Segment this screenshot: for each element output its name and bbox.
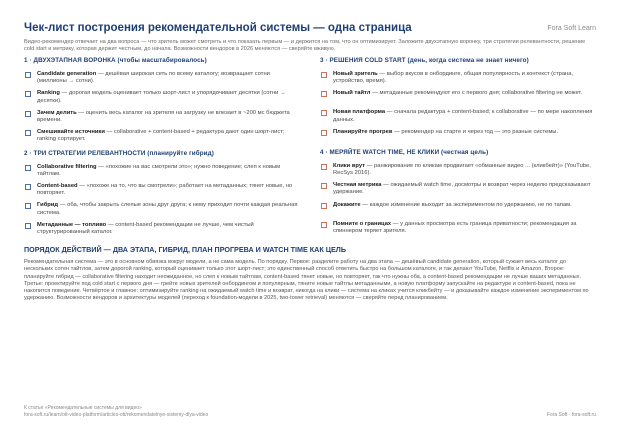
section-list-watch-time: [320, 163, 596, 235]
checklist-item[interactable]: [24, 164, 300, 178]
checkbox-icon[interactable]: [321, 72, 327, 78]
item-desc: — ранжирование по кликам продвигает «обманные видео ... (кликбейт)» (YouTube, RecSys 2016).: [333, 162, 591, 177]
item-term: Гибрид: [37, 202, 59, 209]
order-heading: ПОРЯДОК ДЕЙСТВИЙ — ДВА ЭТАПА, ГИБРИД, ПЛАН ПРОГРЕВА И WATCH TIME КАК ЦЕЛЬ: [24, 245, 347, 254]
item-term: Collaborative filtering: [37, 163, 97, 170]
checkbox-icon[interactable]: [25, 91, 31, 97]
checklist-item[interactable]: [24, 202, 300, 216]
item-desc: — рекомендер на старте и через год — это разные системы.: [392, 128, 559, 135]
checkbox-icon[interactable]: [25, 184, 31, 190]
order-paragraph: Рекомендательная система — это в основном обвязка вокруг модели, а не сама модель. По порядку. Первое: разделите работу на два этапа — дешёвый candidate generation, который сужает весь каталог до нескольких сотен тайтлов, затем дорогой ranking, который оценивает только этот шорт‑лист; это единственный способ ответить быстро на большом каталоге, и так делают YouTube, Netflix и Amazon. Второе: планируйте гибрид — collaborative filtering находит неожиданное, но слеп к новым тайтлам, content‑based тянет новые, но повторяет, так что нужны оба, а content‑based рекомендации не лучше ваших метаданных. Третье: проектируйте под cold start с первого дня — грейте новых зрителей онбордингом и популярным, тяните новые тайтлы метаданными, а новую платформу запускайте на редактуре и content‑based, пока не накопится поведение. Четвёртое и главное: оптимизируйте ranking на ожидаемый watch time и возврат, никогда на клики — система на кликах учится кликбейту — и доказывайте каждое изменение экспериментом по удержанию. Возможности вендоров и архитектуры моделей (переход к foundation‑модели в 2025, two‑tower retrieval) меняются — сверяйте перед планированием.: [24, 259, 589, 302]
section-list-cold-start: [320, 71, 596, 143]
checkbox-icon[interactable]: [321, 222, 327, 228]
section-heading-funnel: 1 · ДВУХЭТАПНАЯ ВОРОНКА (чтобы масштабировалось): [24, 57, 207, 64]
checklist-item[interactable]: [320, 129, 596, 143]
checklist-item[interactable]: [320, 90, 596, 104]
item-term: Новая платформа: [333, 109, 386, 116]
checklist-item[interactable]: [24, 90, 300, 104]
checklist-item[interactable]: [320, 221, 596, 235]
item-desc: — метаданные рекомендуют его с первого дня; collaborative filtering не может.: [370, 90, 583, 97]
page-header: [24, 22, 596, 36]
item-desc: — collaborative + content‑based + редактура дают один шорт‑лист; ranking сортирует.: [37, 129, 285, 143]
checklist-item[interactable]: [24, 222, 300, 236]
checkbox-icon[interactable]: [25, 165, 31, 171]
checklist-item[interactable]: [320, 163, 596, 177]
footer-article-label: К статье «Рекомендательные системы для видео»: [24, 405, 142, 411]
item-term: Ranking: [37, 90, 60, 97]
footer-source: [24, 405, 208, 419]
item-term: Смешивайте источники: [37, 129, 105, 136]
checkbox-icon[interactable]: [25, 111, 31, 117]
checklist-item[interactable]: [24, 129, 300, 143]
section-list-strategies: [24, 164, 300, 237]
item-term: Candidate generation: [37, 71, 97, 77]
item-desc: — дешёвая широкая сеть по всему каталогу; возвращает сотни (миллионы → сотни).: [37, 71, 270, 85]
item-term: Докажите: [333, 201, 361, 208]
item-desc: — выбор вкусов в онбординге, общая популярность и контекст (страна, устройство, время).: [333, 71, 574, 85]
item-desc: — content‑based рекомендации не лучше, чем чистый структурированный каталог.: [37, 221, 254, 236]
item-desc: — ожидаемый watch time, досмотры и возврат через неделю предсказывают удержание.: [333, 182, 591, 196]
checkbox-icon[interactable]: [321, 164, 327, 170]
item-desc: — оба, чтобы закрыть слепые зоны друг друга; к нему приходит почти каждая реальная система.: [37, 202, 298, 216]
page-title: Чек‑лист построения рекомендательной системы — одна страница: [24, 22, 412, 34]
checkbox-icon[interactable]: [321, 183, 327, 189]
section-heading-cold-start: 3 · РЕШЕНИЯ COLD START (день, когда система не знает ничего): [320, 57, 529, 64]
checkbox-icon[interactable]: [25, 130, 31, 136]
item-term: Честная метрика: [333, 182, 382, 189]
item-term: Метаданные — топливо: [37, 221, 107, 228]
item-desc: — оценить весь каталог на зрителя на загрузку не влезает в ~200 мс бюджета времени.: [37, 109, 290, 124]
item-term: Клики врут: [333, 162, 366, 169]
left-column: [24, 56, 300, 241]
item-desc: — у данных просмотра есть граница приватности; рекомендация за спиннером теряет зрителя.: [333, 220, 577, 234]
item-term: Зачем делить: [37, 109, 77, 116]
item-desc: — «похоже на то, что вы смотрели»; работает на метаданных; тянет новые, но повторяет.: [37, 183, 293, 197]
item-term: Content‑based: [37, 183, 78, 190]
checklist-item[interactable]: [320, 109, 596, 123]
item-term: Помните о границах: [333, 220, 392, 227]
footer-brand: Fora Soft · fora-soft.ru: [546, 412, 596, 418]
checklist-item[interactable]: [320, 182, 596, 196]
section-list-funnel: [24, 71, 300, 144]
checkbox-icon[interactable]: [321, 203, 327, 209]
item-term: Новый тайтл: [333, 90, 371, 97]
checkbox-icon[interactable]: [25, 72, 31, 78]
item-term: Планируйте прогрев: [333, 128, 393, 135]
checkbox-icon[interactable]: [321, 110, 327, 116]
checklist-item[interactable]: [24, 183, 300, 197]
checkbox-icon[interactable]: [321, 130, 327, 136]
section-heading-strategies: 2 · ТРИ СТРАТЕГИИ РЕЛЕВАНТНОСТИ (планируйте гибрид): [24, 149, 214, 157]
brand-label: Fora Soft Learn: [547, 25, 596, 32]
checklist-item[interactable]: [320, 202, 596, 216]
intro-paragraph: Видео‑рекомендер отвечает на два вопроса — что зритель может смотреть и что показать первым — и держится на том, что он оптимизирует. Заложите двухэтапную воронку, три стратегии релевантности, решение cold start и метрику, которая держит честным, до начала. Возможности вендоров в 2026 меняются — сверяйте вживую.: [24, 39, 586, 53]
item-desc: — «похожие на вас смотрели это»; нужно поведение; слеп к новым тайтлам.: [37, 163, 281, 177]
section-heading-watch-time: 4 · МЕРЯЙТЕ WATCH TIME, НЕ КЛИКИ (честная цель): [320, 148, 489, 156]
right-column: [320, 56, 596, 240]
footer-url-link[interactable]: fora-soft.ru/learn/ott-video-platform/articles-ott/rekomendatelnye-sistemy-dlya-video: [24, 412, 209, 418]
checklist-item[interactable]: [320, 71, 596, 85]
checklist-item[interactable]: [24, 110, 300, 124]
item-desc: — дорогая модель оценивает только шорт‑лист и упорядочивает десятки (сотни → десятки).: [37, 90, 286, 104]
checkbox-icon[interactable]: [321, 91, 327, 97]
item-desc: — каждое изменение выходит за экспериментом по удержанию, не по тапам.: [360, 201, 572, 208]
checklist-item[interactable]: [24, 71, 300, 85]
checkbox-icon[interactable]: [25, 223, 31, 229]
checkbox-icon[interactable]: [25, 203, 31, 209]
item-desc: — сначала редактура + content‑based; к collaborative — по мере накопления данных.: [333, 109, 593, 123]
item-term: Новый зритель: [333, 71, 378, 77]
